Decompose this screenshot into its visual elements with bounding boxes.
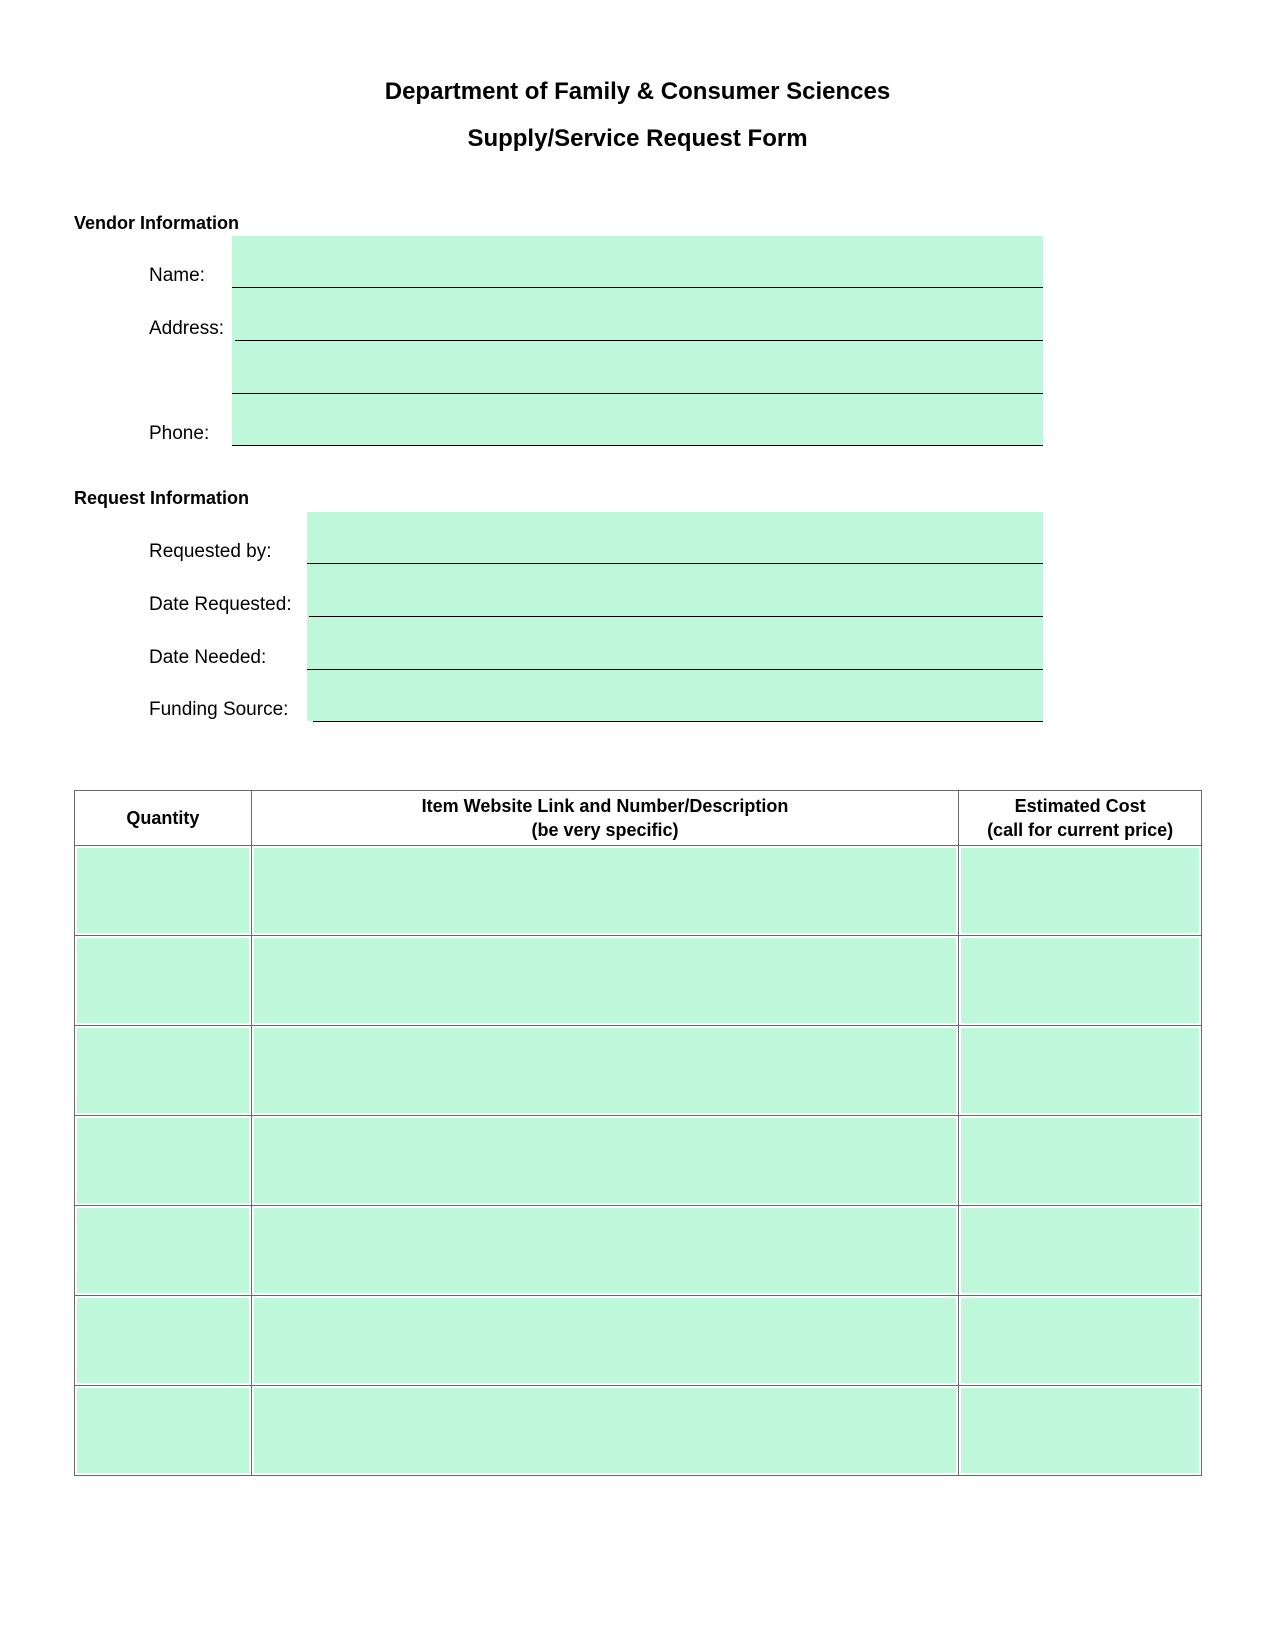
item-description-cell[interactable] (251, 1296, 958, 1386)
cost-header-line1: Estimated Cost (1014, 796, 1146, 816)
item-header-line2: (be very specific) (531, 820, 679, 840)
date-requested-input[interactable] (309, 616, 1043, 617)
item-description-cell[interactable] (251, 1116, 958, 1206)
date-needed-input[interactable] (307, 669, 1043, 670)
vendor-section-heading: Vendor Information (74, 213, 240, 233)
table-row (75, 1026, 1202, 1116)
table-row (75, 1296, 1202, 1386)
date-requested-label: Date Requested: (149, 594, 292, 615)
item-description-cell[interactable] (251, 936, 958, 1026)
item-header-line1: Item Website Link and Number/Description (421, 796, 789, 816)
quantity-cell[interactable] (75, 1386, 252, 1476)
quantity-header-text: Quantity (126, 808, 200, 828)
estimated-cost-cell[interactable] (959, 1206, 1202, 1296)
item-header (251, 791, 958, 846)
estimated-cost-cell[interactable] (959, 1296, 1202, 1386)
requested-by-input[interactable] (307, 563, 1043, 564)
requested-by-label: Requested by: (149, 541, 272, 562)
item-description-cell[interactable] (251, 1386, 958, 1476)
table-row (75, 1116, 1202, 1206)
quantity-cell[interactable] (75, 846, 252, 936)
funding-source-input[interactable] (313, 721, 1043, 722)
request-section-heading: Request Information (74, 488, 250, 508)
vendor-address-input-1[interactable] (235, 340, 1043, 341)
quantity-cell[interactable] (75, 936, 252, 1026)
item-description-cell[interactable] (251, 1026, 958, 1116)
vendor-name-input[interactable] (232, 287, 1043, 288)
table-row (75, 936, 1202, 1026)
cost-header (959, 791, 1202, 846)
date-needed-label: Date Needed: (149, 647, 267, 668)
cost-header-line2: (call for current price) (987, 820, 1174, 840)
vendor-phone-input[interactable] (232, 445, 1043, 446)
items-table (74, 790, 1202, 1476)
item-description-cell[interactable] (251, 1206, 958, 1296)
vendor-phone-label: Phone: (149, 423, 210, 444)
quantity-cell[interactable] (75, 1296, 252, 1386)
estimated-cost-cell[interactable] (959, 1116, 1202, 1206)
department-title: Department of Family & Consumer Sciences (384, 78, 891, 105)
estimated-cost-cell[interactable] (959, 846, 1202, 936)
funding-source-label: Funding Source: (149, 699, 289, 720)
table-row (75, 1386, 1202, 1476)
estimated-cost-cell[interactable] (959, 1386, 1202, 1476)
quantity-cell[interactable] (75, 1026, 252, 1116)
item-description-cell[interactable] (251, 846, 958, 936)
table-header-row (75, 791, 1202, 846)
vendor-address-input-2[interactable] (232, 393, 1043, 394)
vendor-name-label: Name: (149, 265, 205, 286)
quantity-cell[interactable] (75, 1116, 252, 1206)
table-row (75, 1206, 1202, 1296)
vendor-address-label: Address: (149, 318, 224, 339)
estimated-cost-cell[interactable] (959, 1026, 1202, 1116)
table-row (75, 846, 1202, 936)
estimated-cost-cell[interactable] (959, 936, 1202, 1026)
form-title: Supply/Service Request Form (467, 125, 808, 152)
quantity-cell[interactable] (75, 1206, 252, 1296)
quantity-header (75, 791, 252, 846)
